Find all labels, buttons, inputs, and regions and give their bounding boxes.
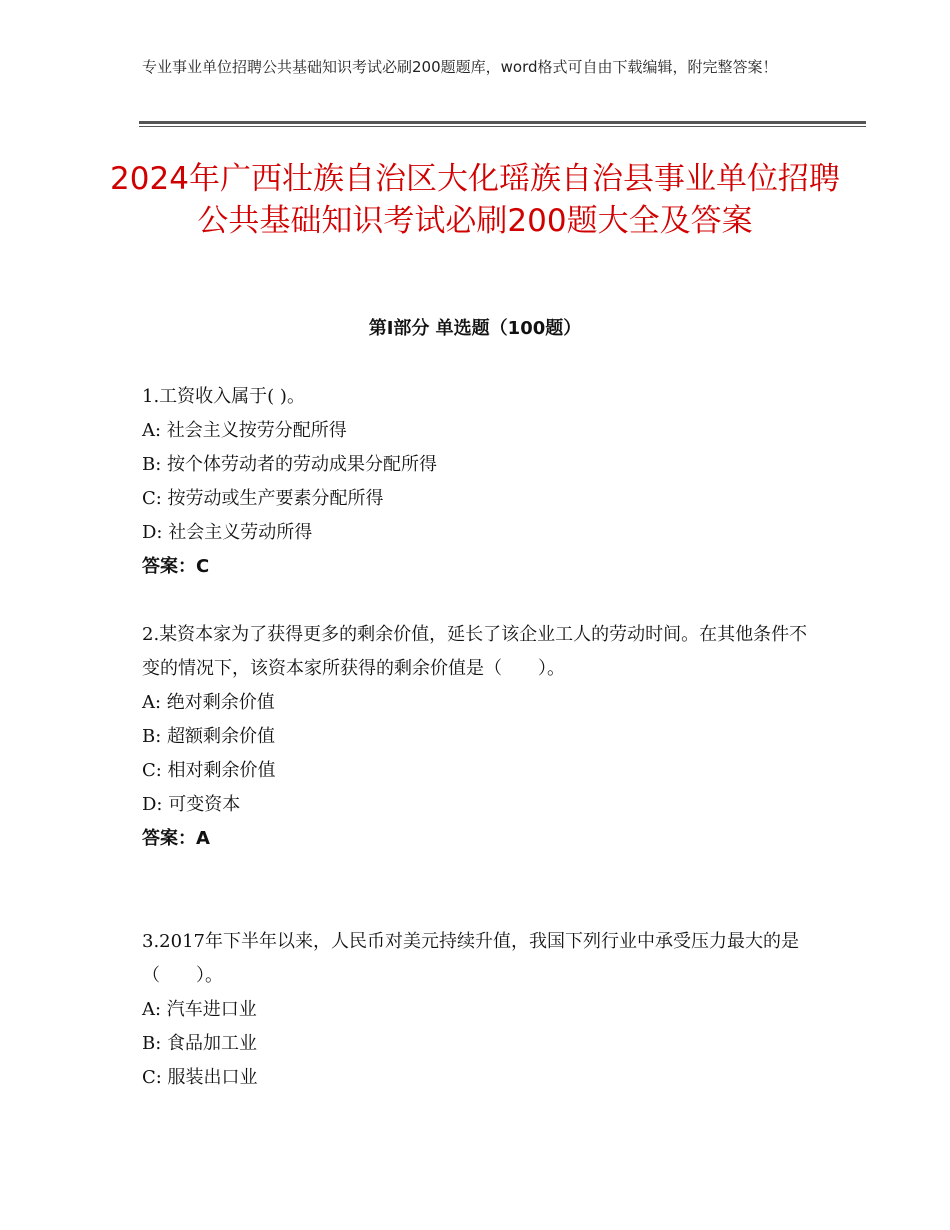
question-stem: 2.某资本家为了获得更多的剩余价值，延长了该企业工人的劳动时间。在其他条件不变的情况下，该资本家所获得的剩余价值是（ ）。 bbox=[142, 624, 808, 679]
document-title: 2024年广西壮族自治区大化瑶族自治县事业单位招聘公共基础知识考试必刷200题大全及答案 bbox=[110, 161, 840, 239]
option-b: B: 超额剩余价值 bbox=[142, 726, 276, 747]
question-2 bbox=[142, 618, 812, 856]
option-d: D: 社会主义劳动所得 bbox=[142, 522, 313, 543]
option-a: A: 绝对剩余价值 bbox=[142, 692, 275, 713]
option-d: D: 可变资本 bbox=[142, 794, 241, 815]
section-title: 第Ⅰ部分 单选题（100题） bbox=[368, 318, 582, 339]
answer-label: 答案：A bbox=[142, 828, 210, 849]
option-a: A: 汽车进口业 bbox=[142, 999, 257, 1020]
option-a: A: 社会主义按劳分配所得 bbox=[142, 420, 347, 441]
answer-label: 答案：C bbox=[142, 556, 210, 577]
option-c: C: 按劳动或生产要素分配所得 bbox=[142, 488, 384, 509]
option-c: C: 相对剩余价值 bbox=[142, 760, 276, 781]
question-stem: 3.2017年下半年以来，人民币对美元持续升值，我国下列行业中承受压力最大的是（ ）。 bbox=[142, 931, 799, 986]
option-b: B: 按个体劳动者的劳动成果分配所得 bbox=[142, 454, 438, 475]
question-3 bbox=[142, 925, 812, 1095]
header-divider-thick bbox=[139, 121, 866, 124]
option-b: B: 食品加工业 bbox=[142, 1033, 258, 1054]
question-stem: 1.工资收入属于( )。 bbox=[142, 386, 305, 407]
header-divider-thin bbox=[139, 126, 866, 127]
option-c: C: 服装出口业 bbox=[142, 1067, 258, 1088]
question-1 bbox=[142, 380, 812, 584]
header-note: 专业事业单位招聘公共基础知识考试必刷200题题库，word格式可自由下载编辑，附完整答案！ bbox=[142, 58, 778, 76]
